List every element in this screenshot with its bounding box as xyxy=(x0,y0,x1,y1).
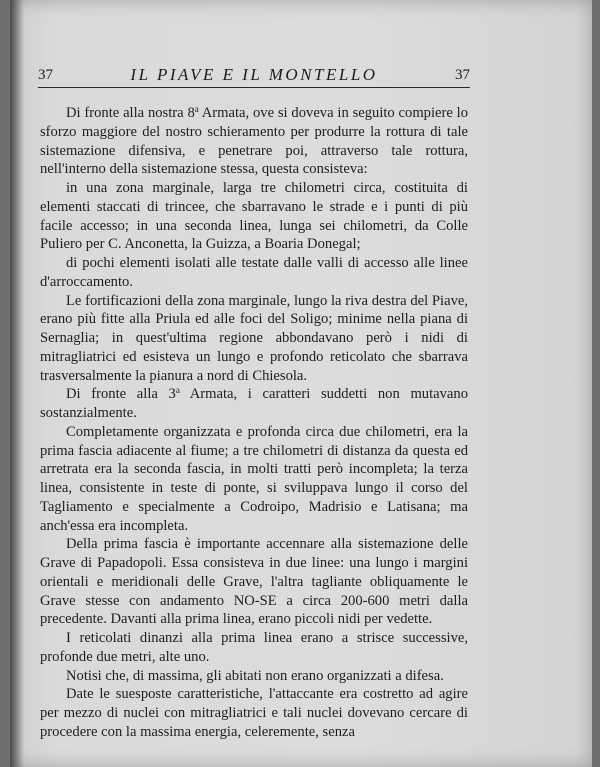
paragraph-9: Notisi che, di massima, gli abitati non erano organizzati a difesa. xyxy=(66,667,444,684)
paragraph-2: in una zona marginale, larga tre chilometri circa, costituita di elementi staccati di trincee, che sbarravano le strade e i punti di più facile accesso; in una seconda linea, lunga sei chilometri, da Colle Puliero per C. Anconetta, la Guizza, a Boaria Donegal; xyxy=(40,180,468,253)
header-rule xyxy=(38,87,470,88)
paragraph-3: di pochi elementi isolati alle testate dalle valli di accesso alle linee d'arroccamento. xyxy=(40,255,468,290)
binding-shadow xyxy=(10,0,24,767)
page-number-left: 37 xyxy=(38,67,53,83)
paragraph-10: Date le suesposte caratteristiche, l'attaccante era costretto ad agire per mezzo di nuclei con mitragliatrici e tali nuclei dovevano cercare di procedere con la massima energia, celeremente, senza xyxy=(40,686,468,740)
paragraph-4: Le fortificazioni della zona marginale, lungo la riva destra del Piave, erano più fitte alla Priula ed alle foci del Soligo; minime nella piana di Sernaglia; in quest'ultima regione abbondavano però i nidi di mitragliatrici ed esisteva un lungo e profondo reticolato che sbarrava trasversalmente la pianura a nord di Chiesola. xyxy=(40,292,468,384)
paragraph-7: Della prima fascia è importante accennare alla sistemazione delle Grave di Papadopoli. Essa consisteva in due linee: una lungo i margini orientali e meridionali delle Grave, l'altra tagliante obliquamente le Grave stesse con andamento NO-SE a circa 200-600 metri dalla precedente. Davanti alla prima linea, erano piccoli nidi per vedette. xyxy=(40,536,468,628)
page-number-right: 37 xyxy=(455,67,470,83)
page-header xyxy=(38,60,470,88)
body-text xyxy=(40,104,468,742)
book-page xyxy=(10,0,592,767)
paragraph-1: Di fronte alla nostra 8$^a$ Armata, ove si doveva in seguito compiere lo sforzo maggiore del nostro schieramento per produrre la rottura di tale sistemazione difensiva, e penetrare poi, attraverso tale rottura, nell'interno della sistemazione stessa, questa consisteva: xyxy=(40,104,469,178)
paragraph-6: Completamente organizzata e profonda circa due chilometri, era la prima fascia adiacente al fiume; a tre chilometri di distanza da questa ed arretrata era la seconda fascia, in molti tratti però incompleta; la terza linea, consistente in teste di ponte, si sviluppava lungo il corso del Tagliamento e specialmente a Codroipo, Madrisio e Latisana; ma anch'essa era incompleta. xyxy=(40,423,468,534)
paragraph-8: I reticolati dinanzi alla prima linea erano a strisce successive, profonde due metri, alte uno. xyxy=(40,630,468,665)
paragraph-5: Di fronte alla 3$^a$ Armata, i caratteri suddetti non mutavano sostanzialmente. xyxy=(40,385,469,421)
running-title: IL PIAVE E IL MONTELLO xyxy=(130,65,378,84)
